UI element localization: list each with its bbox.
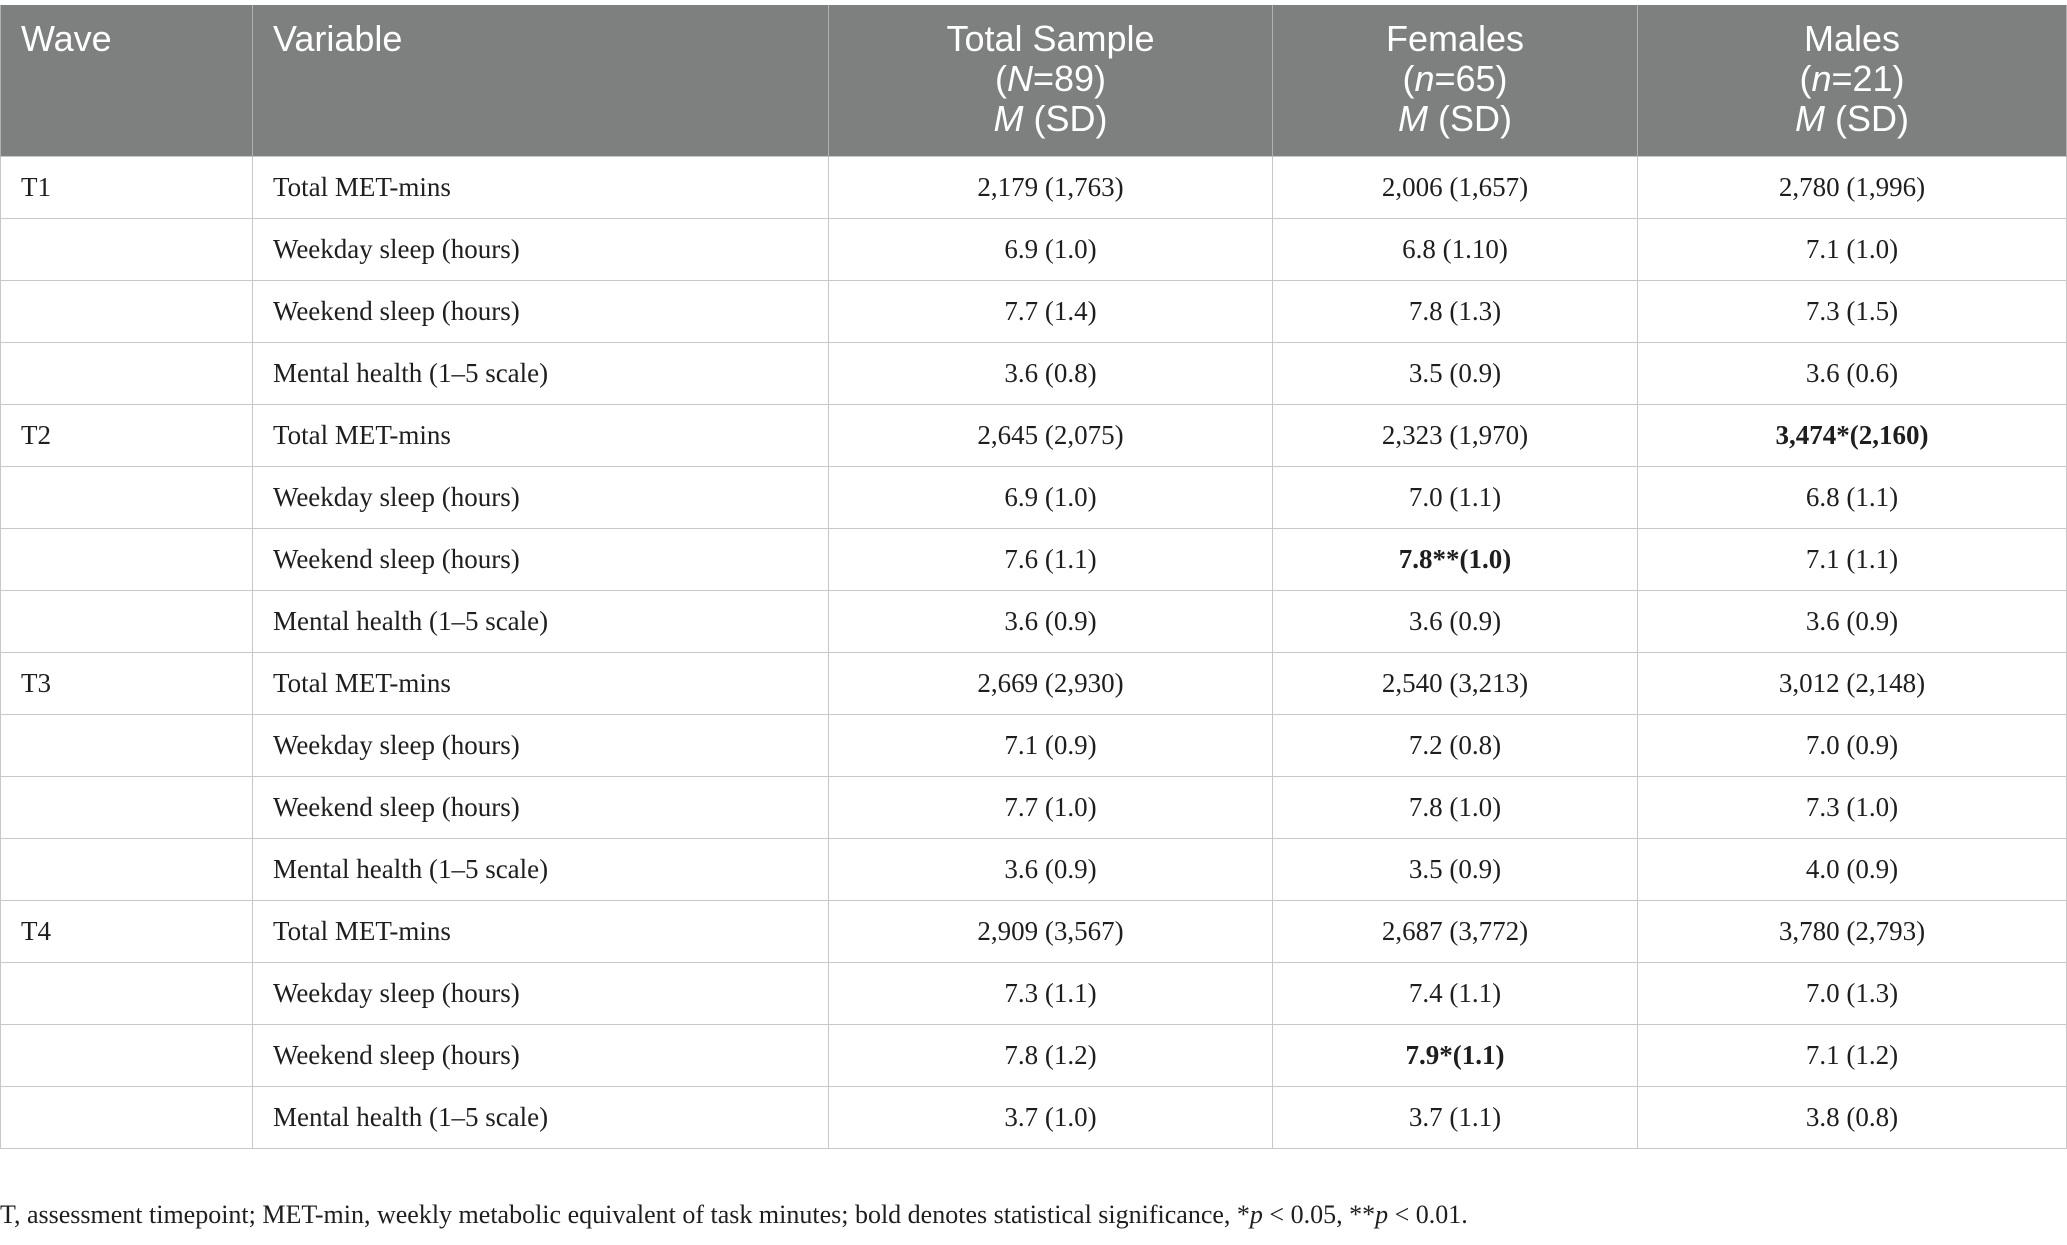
cell-males: 7.1 (1.0) [1638,218,2067,280]
header-females-n: (n=65) [1402,58,1508,99]
cell-females: 7.0 (1.1) [1273,466,1638,528]
header-males-n: (n=21) [1799,58,1905,99]
cell-total: 3.6 (0.8) [829,342,1273,404]
cell-total: 7.7 (1.0) [829,776,1273,838]
cell-variable: Weekday sleep (hours) [253,218,829,280]
cell-females: 7.4 (1.1) [1273,962,1638,1024]
cell-variable: Total MET-mins [253,652,829,714]
header-males [1638,5,2067,156]
cell-variable: Mental health (1–5 scale) [253,342,829,404]
cell-males: 3,780 (2,793) [1638,900,2067,962]
cell-females: 2,540 (3,213) [1273,652,1638,714]
cell-total: 3.6 (0.9) [829,838,1273,900]
header-males-msd: M (SD) [1795,98,1909,139]
cell-males: 3.6 (0.9) [1638,590,2067,652]
cell-males: 7.1 (1.1) [1638,528,2067,590]
cell-females: 3.6 (0.9) [1273,590,1638,652]
cell-wave [1,714,253,776]
cell-wave [1,1086,253,1148]
cell-wave [1,776,253,838]
header-variable: Variable [253,5,829,156]
cell-females: 3.7 (1.1) [1273,1086,1638,1148]
cell-total: 6.9 (1.0) [829,218,1273,280]
cell-males: 3.8 (0.8) [1638,1086,2067,1148]
cell-males: 3,012 (2,148) [1638,652,2067,714]
cell-wave: T2 [1,404,253,466]
cell-males: 4.0 (0.9) [1638,838,2067,900]
cell-females: 7.8 (1.3) [1273,280,1638,342]
cell-males: 7.1 (1.2) [1638,1024,2067,1086]
cell-females: 7.8 (1.0) [1273,776,1638,838]
cell-wave [1,590,253,652]
cell-variable: Weekend sleep (hours) [253,1024,829,1086]
cell-wave [1,528,253,590]
cell-total: 2,179 (1,763) [829,156,1273,218]
cell-total: 2,909 (3,567) [829,900,1273,962]
cell-males: 7.3 (1.0) [1638,776,2067,838]
cell-females: 3.5 (0.9) [1273,342,1638,404]
table-row [1,652,2067,714]
cell-males: 7.3 (1.5) [1638,280,2067,342]
cell-females: 2,687 (3,772) [1273,900,1638,962]
cell-variable: Weekday sleep (hours) [253,962,829,1024]
cell-total: 2,645 (2,075) [829,404,1273,466]
cell-total: 7.8 (1.2) [829,1024,1273,1086]
header-females-title: Females [1385,18,1525,59]
cell-variable: Total MET-mins [253,404,829,466]
cell-total: 2,669 (2,930) [829,652,1273,714]
header-wave: Wave [1,5,253,156]
table-row [1,962,2067,1024]
table-header [1,5,2067,156]
cell-variable: Total MET-mins [253,156,829,218]
cell-wave [1,280,253,342]
table-row [1,776,2067,838]
cell-females: 7.9*(1.1) [1273,1024,1638,1086]
cell-wave [1,838,253,900]
cell-females: 7.2 (0.8) [1273,714,1638,776]
table-row [1,528,2067,590]
table-row [1,280,2067,342]
header-total-sample [829,5,1273,156]
table-row [1,838,2067,900]
cell-males: 2,780 (1,996) [1638,156,2067,218]
table-row [1,714,2067,776]
cell-males: 6.8 (1.1) [1638,466,2067,528]
cell-females: 2,006 (1,657) [1273,156,1638,218]
header-total-title: Total Sample [946,18,1155,59]
table-row [1,342,2067,404]
header-row [1,5,2067,156]
cell-wave: T1 [1,156,253,218]
cell-variable: Weekend sleep (hours) [253,280,829,342]
cell-variable: Weekend sleep (hours) [253,776,829,838]
table-footnote: T, assessment timepoint; MET-min, weekly metabolic equivalent of task minutes; bold denotes statistical significance, *p < 0.05, **p < 0.01. [0,1200,1468,1229]
cell-wave [1,1024,253,1086]
cell-wave: T3 [1,652,253,714]
cell-wave: T4 [1,900,253,962]
table-body [1,156,2067,1148]
table-row [1,590,2067,652]
cell-wave [1,466,253,528]
descriptive-stats-table [0,5,2067,1149]
header-total-msd: M (SD) [993,98,1108,139]
cell-wave [1,218,253,280]
table-row [1,404,2067,466]
cell-variable: Total MET-mins [253,900,829,962]
header-males-title: Males [1803,18,1901,59]
cell-total: 3.7 (1.0) [829,1086,1273,1148]
cell-variable: Weekday sleep (hours) [253,714,829,776]
cell-females: 3.5 (0.9) [1273,838,1638,900]
cell-males: 3.6 (0.6) [1638,342,2067,404]
cell-wave [1,342,253,404]
cell-males: 3,474*(2,160) [1638,404,2067,466]
table-row [1,156,2067,218]
cell-total: 7.7 (1.4) [829,280,1273,342]
table-row [1,900,2067,962]
cell-total: 7.6 (1.1) [829,528,1273,590]
cell-total: 7.3 (1.1) [829,962,1273,1024]
cell-variable: Weekday sleep (hours) [253,466,829,528]
cell-males: 7.0 (0.9) [1638,714,2067,776]
cell-females: 6.8 (1.10) [1273,218,1638,280]
table-row [1,466,2067,528]
cell-females: 2,323 (1,970) [1273,404,1638,466]
cell-variable: Mental health (1–5 scale) [253,1086,829,1148]
table-row [1,1024,2067,1086]
cell-total: 6.9 (1.0) [829,466,1273,528]
table-row [1,1086,2067,1148]
header-total-n: (N=89) [994,58,1107,99]
cell-total: 3.6 (0.9) [829,590,1273,652]
cell-variable: Mental health (1–5 scale) [253,838,829,900]
header-females [1273,5,1638,156]
cell-variable: Weekend sleep (hours) [253,528,829,590]
cell-females: 7.8**(1.0) [1273,528,1638,590]
table-row [1,218,2067,280]
header-females-msd: M (SD) [1398,98,1512,139]
cell-variable: Mental health (1–5 scale) [253,590,829,652]
cell-total: 7.1 (0.9) [829,714,1273,776]
cell-males: 7.0 (1.3) [1638,962,2067,1024]
cell-wave [1,962,253,1024]
